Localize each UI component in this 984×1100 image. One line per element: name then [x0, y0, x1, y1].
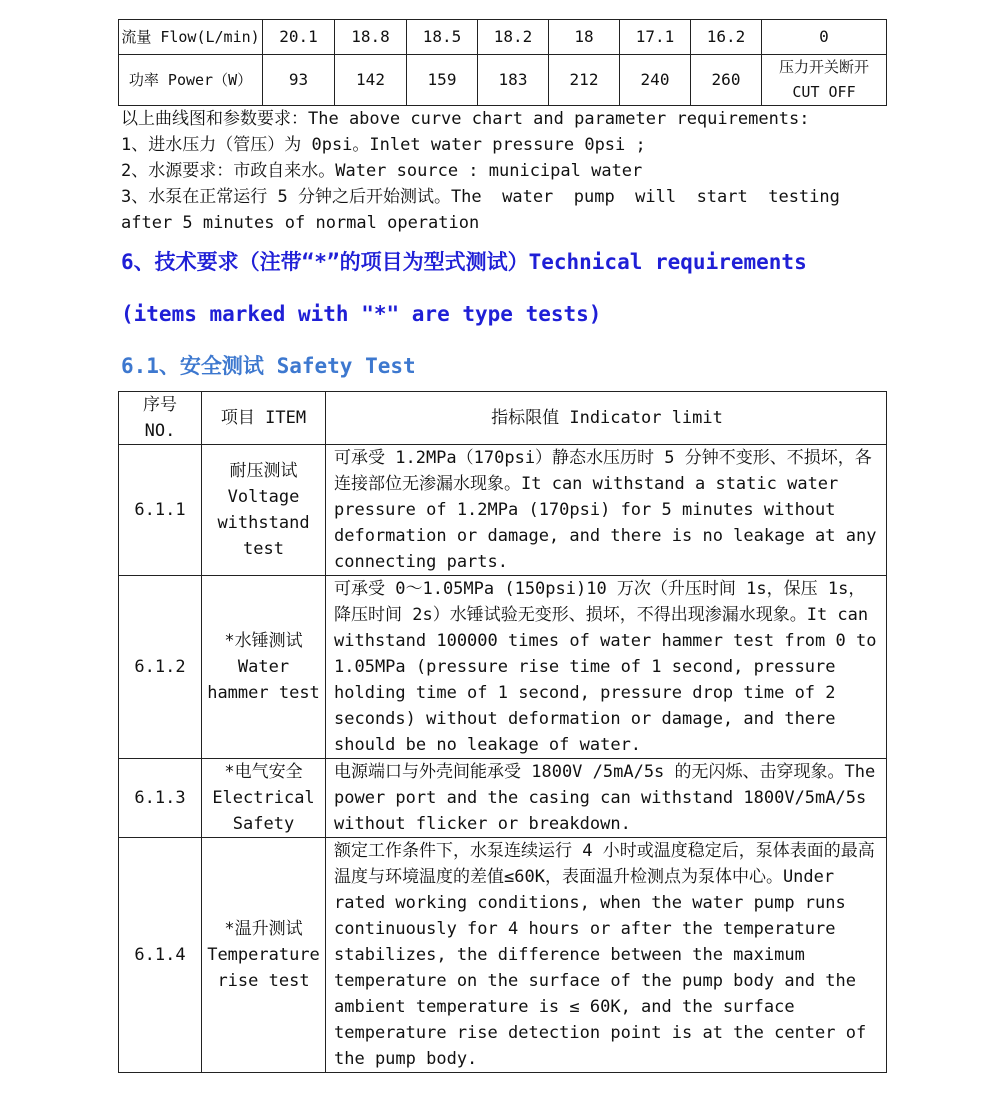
item-line: *电气安全	[224, 762, 303, 782]
item-line: *温升测试	[224, 919, 303, 939]
notes-item-3: 3、水泵在正常运行 5 分钟之后开始测试。The water pump will start testing after 5 minutes of normal operation	[121, 187, 851, 233]
row-item	[202, 759, 326, 838]
row-item	[202, 576, 326, 759]
safety-test-table	[118, 391, 887, 1073]
flow-power-table	[118, 19, 887, 106]
power-value: 183	[478, 55, 549, 106]
header-no-cn: 序号	[143, 395, 177, 415]
flow-value: 18.5	[407, 20, 478, 55]
item-line: Electrical	[212, 788, 315, 808]
flow-label: 流量 Flow(L/min)	[119, 20, 263, 55]
row-no: 6.1.4	[119, 838, 202, 1073]
row-spec: 电源端口与外壳间能承受 1800V /5mA/5s 的无闪烁、击穿现象。The power port and the casing can withstand 1800V/5mA/5s without flicker or breakdown.	[326, 759, 887, 838]
notes-item-1: 1、进水压力（管压）为 0psi。Inlet water pressure 0psi ;	[121, 135, 646, 155]
power-value: 159	[407, 55, 478, 106]
cut-off-cell	[762, 55, 887, 106]
cut-off-cn: 压力开关断开	[778, 58, 869, 76]
row-spec: 可承受 0～1.05MPa (150psi)10 万次（升压时间 1s，保压 1s，降压时间 2s）水锤试验无变形、损坏，不得出现渗漏水现象。It can withstand 100000 times of water hammer test from 0 to 1.05MPa (pressure rise time of 1 second, pressure holding time of 1 second, pressure drop time of 2 seconds) without deformation or damage, and there should be no leakage of water.	[326, 576, 887, 759]
row-item	[202, 445, 326, 576]
item-line: hammer test	[207, 683, 320, 703]
table-row	[119, 576, 887, 759]
section-6-heading-line1: 6、技术要求（注带“*”的项目为型式测试）Technical requirements	[121, 250, 807, 274]
power-row	[119, 55, 887, 106]
header-item: 项目 ITEM	[202, 392, 326, 445]
item-line: rise test	[217, 971, 310, 991]
item-line: Safety	[232, 814, 295, 834]
item-line: Voltage	[227, 487, 300, 507]
power-value: 142	[335, 55, 407, 106]
row-no: 6.1.3	[119, 759, 202, 838]
header-limit: 指标限值 Indicator limit	[326, 392, 887, 445]
flow-value: 18.2	[478, 20, 549, 55]
flow-value: 17.1	[620, 20, 691, 55]
item-line: *水锤测试	[224, 631, 303, 651]
flow-value: 16.2	[691, 20, 762, 55]
item-line: 耐压测试	[229, 461, 298, 481]
table-header-row	[119, 392, 887, 445]
row-no: 6.1.2	[119, 576, 202, 759]
flow-value: 20.1	[263, 20, 335, 55]
cut-off-en: CUT OFF	[792, 83, 856, 101]
header-no	[119, 392, 202, 445]
power-value: 240	[620, 55, 691, 106]
header-no-en: NO.	[144, 421, 176, 441]
item-line: test	[243, 539, 284, 559]
row-item	[202, 838, 326, 1073]
flow-value: 18	[549, 20, 620, 55]
power-label: 功率 Power（W）	[119, 55, 263, 106]
table-row	[119, 759, 887, 838]
flow-row	[119, 20, 887, 55]
row-spec: 可承受 1.2MPa（170psi）静态水压历时 5 分钟不变形、不损坏，各连接部位无渗漏水现象。It can withstand a static water pressure of 1.2MPa (170psi) for 5 minutes without deformation or damage, and there is no leakage at any connecting parts.	[326, 445, 887, 576]
table-row	[119, 445, 887, 576]
notes-item-2: 2、水源要求：市政自来水。Water source : municipal water	[121, 161, 643, 181]
item-line: Water	[237, 657, 290, 677]
table-row	[119, 838, 887, 1073]
item-line: Temperature	[207, 945, 320, 965]
section-6-1-heading: 6.1、安全测试 Safety Test	[121, 354, 416, 378]
flow-value: 18.8	[335, 20, 407, 55]
item-line: withstand	[217, 513, 310, 533]
power-value: 260	[691, 55, 762, 106]
power-value: 212	[549, 55, 620, 106]
row-spec: 额定工作条件下，水泵连续运行 4 小时或温度稳定后，泵体表面的最高温度与环境温度的差值≤60K，表面温升检测点为泵体中心。Under rated working conditions, when the water pump runs continuously for 4 hours or after the temperature stabilizes, the difference between the maximum temperature on the surface of the pump body and the ambient temperature is ≤ 60K, and the surface temperature rise detection point is at the center of the pump body.	[326, 838, 887, 1073]
row-no: 6.1.1	[119, 445, 202, 576]
section-6-heading-line2: (items marked with "*" are type tests)	[121, 302, 602, 326]
power-value: 93	[263, 55, 335, 106]
flow-value: 0	[762, 20, 887, 55]
notes-intro: 以上曲线图和参数要求：The above curve chart and parameter requirements:	[121, 109, 810, 129]
